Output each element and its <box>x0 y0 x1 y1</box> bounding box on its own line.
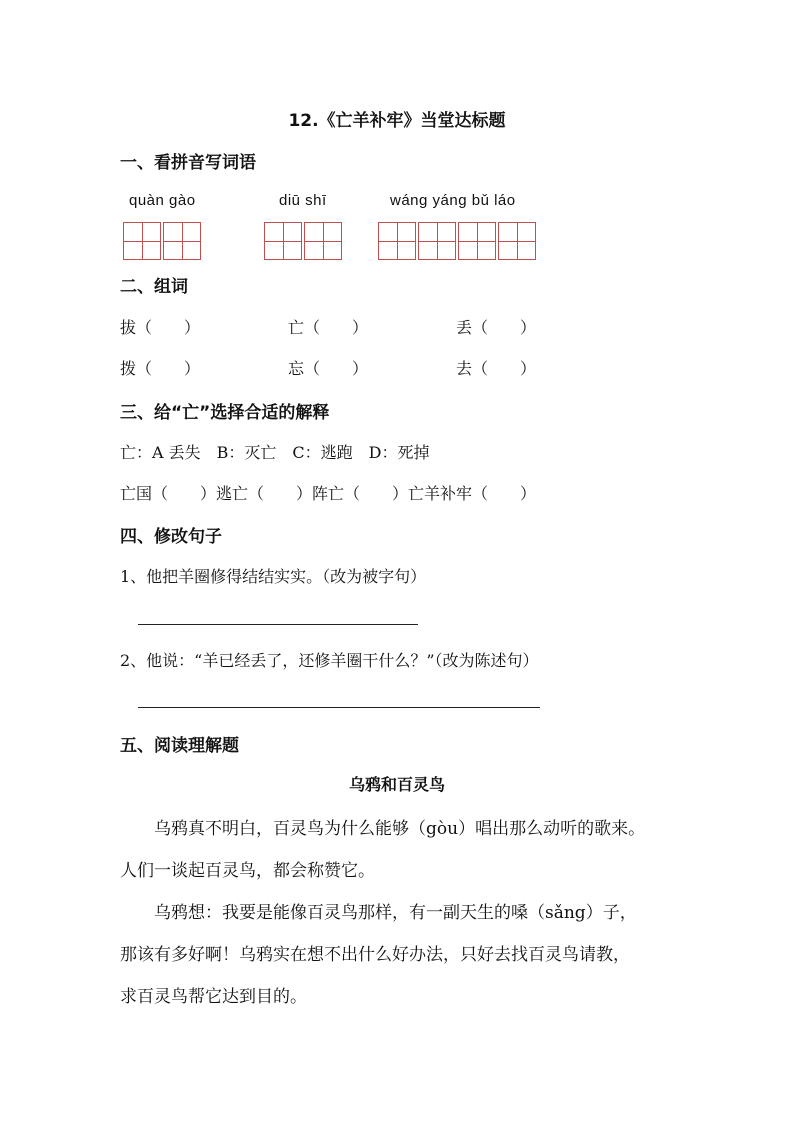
definition-blanks: 亡国（ ）逃亡（ ）阵亡（ ）亡羊补牢（ ） <box>120 484 537 503</box>
grid-cell[interactable] <box>304 222 342 260</box>
grid-cell[interactable] <box>264 222 302 260</box>
pinyin-2: diū shī <box>279 192 327 209</box>
answer-line-2[interactable] <box>138 707 540 708</box>
reading-line: 人们一谈起百灵鸟，都会称赞它。 <box>120 861 375 881</box>
reading-line: 那该有多好啊！乌鸦实在想不出什么好办法，只好去找百灵鸟请教， <box>120 945 630 965</box>
question-1: 1、他把羊圈修得结结实实。（改为被字句） <box>120 567 427 586</box>
writing-grid-3 <box>378 222 536 260</box>
answer-line-1[interactable] <box>138 624 418 625</box>
reading-line: 乌鸦想：我要是能像百灵鸟那样，有一副天生的嗓（sǎng）子， <box>154 903 637 923</box>
writing-grid-2 <box>264 222 342 260</box>
word-item: 丢（ ） <box>456 318 537 337</box>
grid-cell[interactable] <box>123 222 161 260</box>
grid-cell[interactable] <box>418 222 456 260</box>
section-5-heading: 五、阅读理解题 <box>120 736 239 756</box>
word-item: 拨（ ） <box>120 359 201 378</box>
word-item: 拔（ ） <box>120 318 201 337</box>
section-3-heading: 三、给“亡”选择合适的解释 <box>120 403 330 423</box>
section-1-heading: 一、看拼音写词语 <box>120 153 256 173</box>
section-2-heading: 二、组词 <box>120 277 188 297</box>
reading-title: 乌鸦和百灵鸟 <box>348 775 445 794</box>
reading-line: 求百灵鸟帮它达到目的。 <box>120 987 307 1007</box>
page-title: 12.《亡羊补牢》当堂达标题 <box>288 111 506 131</box>
pinyin-3: wáng yáng bǔ láo <box>390 192 516 209</box>
pinyin-1: quàn gào <box>129 192 196 209</box>
writing-grid-1 <box>123 222 201 260</box>
grid-cell[interactable] <box>498 222 536 260</box>
grid-cell[interactable] <box>378 222 416 260</box>
grid-cell[interactable] <box>458 222 496 260</box>
question-2: 2、他说：“羊已经丢了，还修羊圈干什么？”（改为陈述句） <box>120 651 539 670</box>
section-4-heading: 四、修改句子 <box>120 527 222 547</box>
grid-cell[interactable] <box>163 222 201 260</box>
reading-line: 乌鸦真不明白，百灵鸟为什么能够（gòu）唱出那么动听的歌来。 <box>154 819 646 839</box>
word-item: 去（ ） <box>456 359 537 378</box>
definition-options: 亡：A 丢失 B：灭亡 C：逃跑 D：死掉 <box>120 443 430 462</box>
word-item: 忘（ ） <box>288 359 369 378</box>
word-item: 亡（ ） <box>288 318 369 337</box>
